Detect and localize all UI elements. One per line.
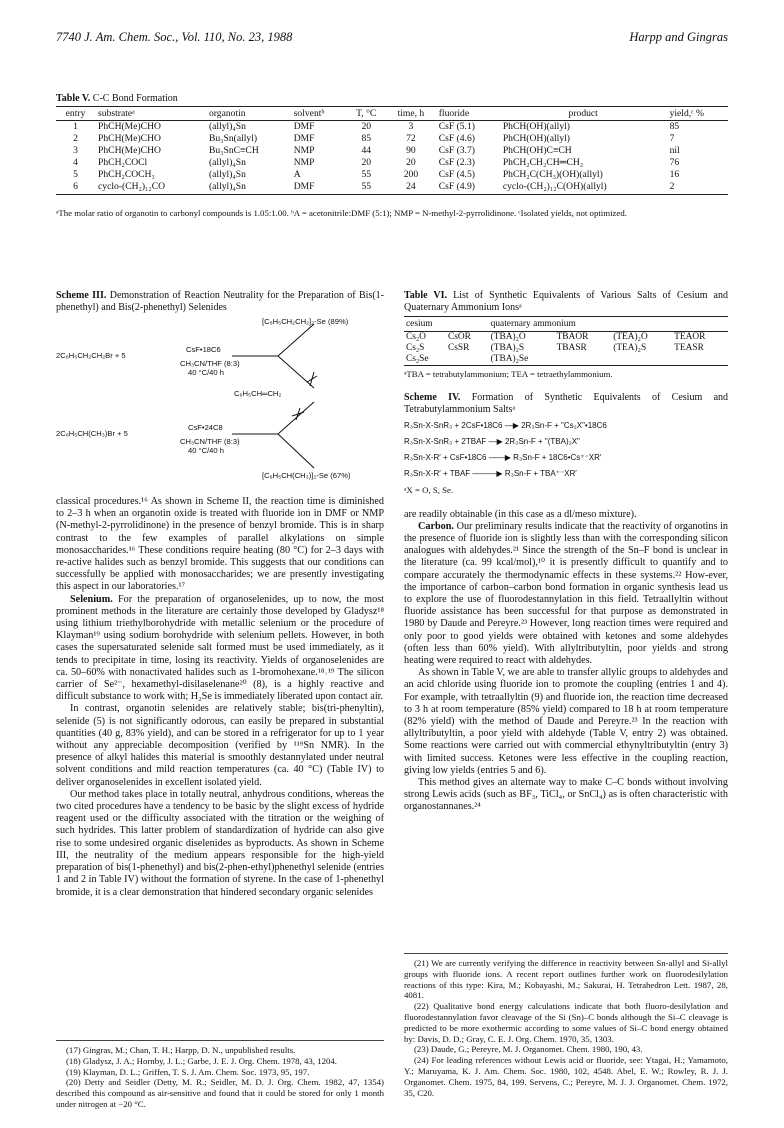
left-footnotes xyxy=(56,1040,384,1110)
table-cell: DMF xyxy=(291,181,347,195)
table-cell: Bu₃Sn(allyl) xyxy=(208,133,258,144)
footnote: (18) Gladysz, J. A.; Hornby, J. L.; Garbe, J. E. J. Org. Chem. 1978, 43, 1204. xyxy=(66,1055,337,1066)
table-cell: TEAOR xyxy=(674,332,706,343)
table-cell: (allyl)₄Sn xyxy=(208,121,246,132)
equation-reactants: R₃Sn-X-R′ + CsF•18C6 xyxy=(404,453,487,463)
table-cell: PhCH(Me)CHO xyxy=(98,121,161,132)
table5-label: Table V. xyxy=(56,93,91,104)
paragraph-text: For the preparation of organoselenides, up to now, the most prominent methods in the literature are certainly those developed by Gladysz¹⁸ using lithium triethylborohydride with metallic selenium or the procedure of Klayman¹⁹ using sodium borohydride with selenium pellets. However, in both cases the supersaturated selenide salt formed must be used immediately, as it tends to precipitate in time, losing its reactivity. Yields of organoselenides are ca. 50–60% with nonactivated halides such as 1-bromohexane.¹⁸˒¹⁹ The silicon carrier of Se²⁻, hexamethyl-disilaselenane²⁰ (8), is a highly reactive and difficult substance to work with; H₂Se is immediately liberated upon contact air. xyxy=(56,593,384,703)
table-cell: CsF (5.1) xyxy=(438,121,475,132)
table-row xyxy=(56,145,728,157)
scheme4-label: Scheme IV. xyxy=(404,392,461,404)
table-cell: TEASR xyxy=(674,343,704,354)
table-row xyxy=(404,332,728,344)
paragraph: Our method takes place in totally neutral, anhydrous conditions, whereas the two cited procedures have a tendency to be basic by the slight excess of hydride reagent used or the difficulty associated with the titration or the weighing of such hydrides. This latter problem of standardization of hydride can also give rise to some undesired organic diselenides as byproducts. As shown in Scheme III, the neutrality of the medium appears responsible for the high-yield preparation of bis(1-phenethyl) and bis(2-phen-ethyl)phenethyl selenide (entries 1 and 2 in Table IV) without the formation of styrene. In the case of 1-phenethyl bromide, it is a clear demonstration that hindered secondary organic selenides xyxy=(56,788,384,898)
paragraph-selenium xyxy=(56,594,384,704)
section-head-carbon: Carbon. xyxy=(418,520,454,532)
table-cell: 72 xyxy=(406,133,416,144)
scheme3-reactant1: 2C₆H₅CH₂CH₂Br + 5 xyxy=(56,351,126,360)
reaction-arrow-icon: —▶ xyxy=(504,421,519,431)
table-cell: 6 xyxy=(56,181,95,195)
table-cell: 76 xyxy=(669,157,680,168)
table-cell: 55 xyxy=(361,169,372,180)
table-cell: 20 xyxy=(361,157,372,168)
scheme3-cond2-solvent: CH₃CN/THF (8:3) xyxy=(180,437,240,446)
table-cell: 44 xyxy=(361,145,372,156)
table-row xyxy=(404,354,728,366)
scheme3-product1: [C₆H₅CH₂CH₂]₂-Se (89%) xyxy=(262,317,349,326)
equation-reactants: R₃Sn-X-SnR₃ + 2CsF•18C6 xyxy=(404,421,503,431)
paragraph: In contrast, organotin selenides are relatively stable; bis(tri-phenyltin), selenide (5) is not significantly odorous, can easily be prepared in substantial quantities (40 g, 83% yield), and can be stored in a refrigerator for up to 1 year without any appreciable decomposition (verified by ¹¹⁹Sn NMR). In the presence of alkyl halides this material is smoothly destannylated under neutral solvent conditions and mild reaction temperatures (ca. 40 °C) (Table IV) to deliver organoselenides in excellent isolated yield. xyxy=(56,703,384,788)
table-cell: 2 xyxy=(667,181,728,195)
scheme4-caption xyxy=(404,392,728,416)
scheme4-title: Formation of Synthetic Equivalents of Cesium and Tetrabutylammonium Saltsᵃ xyxy=(404,392,729,416)
footnote: (22) Qualitative bond energy calculations indicate that both fluoro-desilylation and fluorodestannylation favor cleavage of the Si (Sn)–C bonds although the Si–C cleavage is predicted to be more exothermic according to some values of Si–C bond energy obtained by: Davis, D. D.; Gray, C. E. J. Org. Chem. 1970, 35, 1303. xyxy=(404,1001,728,1044)
table-cell: 55 xyxy=(346,181,386,195)
table6-caption xyxy=(404,290,728,314)
table-cell: Cs₂Se xyxy=(404,354,446,366)
table-cell xyxy=(446,354,489,366)
reaction-arrow-icon: ——▶ xyxy=(488,453,511,463)
table-cell xyxy=(672,354,728,366)
scheme4-equations xyxy=(404,418,728,482)
equation-reactants: R₃Sn-X-SnR₃ + 2TBAF xyxy=(404,437,487,447)
table5-col-substrate: substrateᵃ xyxy=(95,107,206,121)
table-cell: 1 xyxy=(73,121,78,132)
table-cell: 3 xyxy=(408,121,414,132)
table5-col-entry: entry xyxy=(56,107,95,121)
table5-title: C-C Bond Formation xyxy=(92,93,178,104)
footnote: (23) Daude, G.; Pereyre, M. J. Organomet. Chem. 1980, 190, 43. xyxy=(414,1044,643,1055)
table5-col-temp: T, °C xyxy=(346,107,386,121)
paragraph: classical procedures.¹⁶ As shown in Scheme II, the reaction time is diminished to 2–3 h when an organotin oxide is treated with fluoride ion in DMF or NMP (N-methyl-2-pyrrolidinone) in the presence of benzyl bromide. This is in sharp contrast to the few examples of parallel alkylations on simple monosaccharides.¹⁶ These conditions require heating (80 °C) for 2–3 days with re-active halides such as benzyl bromide. This suggests that our conditions can successfully be applied with monosaccharides; we are presently investigating this aspect in our laboratories.¹⁷ xyxy=(56,496,384,593)
table-cell: (TBA)₂Se xyxy=(489,354,555,366)
table-cell: NMP xyxy=(293,157,315,168)
scheme3-caption xyxy=(56,290,384,314)
scheme3-title: Demonstration of Reaction Neutrality for the Preparation of Bis(1-phenethyl) and Bis(2-phenethyl) Selenides xyxy=(56,290,384,313)
right-column xyxy=(404,290,728,814)
table5-caption xyxy=(56,93,178,104)
table-cell: NMP xyxy=(293,145,315,156)
left-column xyxy=(56,290,384,899)
table-cell: 5 xyxy=(73,169,78,180)
scheme3-cond1-solvent: CH₃CN/THF (8:3) xyxy=(180,359,240,368)
table-row xyxy=(404,343,728,354)
table-cell: 85 xyxy=(669,121,680,132)
table-cell: 3 xyxy=(73,145,78,156)
table5-col-product: product xyxy=(500,107,667,121)
table5-col-fluoride: fluoride xyxy=(436,107,500,121)
table5-col-yield: yield,ᶜ % xyxy=(667,107,728,121)
table-cell: 4 xyxy=(73,157,78,168)
table-cell: (allyl)₄Sn xyxy=(208,157,246,168)
table-cell: PhCH(OH)(allyl) xyxy=(502,133,570,144)
table-row xyxy=(56,121,728,134)
table-cell: nil xyxy=(669,145,680,156)
footnote: (21) We are currently verifying the difference in reactivity between Sn-allyl and Si-allyl groups with fluoride ions. A recent report outlines further work on fluorodesilylation reactions of this type: Kira, M.; Kobayashi, M.; Sakurai, H. Tetrahedron Lett. 1987, 28, 4081. xyxy=(404,958,728,1001)
table6 xyxy=(404,316,728,366)
right-footnotes xyxy=(404,953,728,1098)
table5 xyxy=(56,106,728,195)
table-cell: (TBA)₂O xyxy=(490,332,526,343)
scheme3-reactant2: 2C₆H₅CH(CH₃)Br + 5 xyxy=(56,429,128,438)
table-cell: PhCH(OH)C≡CH xyxy=(502,145,572,156)
paragraph-carbon xyxy=(404,521,728,667)
footnote: (20) Detty and Seidler (Detty, M. R.; Seidler, M. D. J. Org. Chem. 1982, 47, 1354) described this compound as air-sensitive and found that it could be stored for only 1 month under nitrogen at −20 °C. xyxy=(56,1077,384,1109)
equation-products: 2R₃Sn-F + "(TBA)₂X" xyxy=(504,437,580,447)
footnote: (19) Klayman, D. L.; Griffen, T. S. J. Am. Chem. Soc. 1973, 95, 197. xyxy=(66,1066,310,1077)
table6-col-quat: quaternary ammonium xyxy=(489,317,728,332)
scheme3-label: Scheme III. xyxy=(56,290,107,301)
paragraph-text: Our preliminary results indicate that the reactivity of organotins in the presence of fluoride ion is slightly less than with the corresponding silicon analogues with aldehydes.²¹ Since the strength of the Sn–F bond is unclear in the literature (ca. 99 kcal/mol),¹⁰ it is presently difficult to quantify and to compare accurately the thermodynamic effects in these systems.²² How-ever, the importance of carbon–carbon bond formation in organic synthesis lead us to explore the use of fluorodestannylation in this field. Tetraallyltin without fluoride assistance has been successful for that purpose as demonstrated in 1980 by Daude and Pereyre.²³ However, long reaction times were required and only poor to good yields were obtained with ketones and some aldehydes (often less than 60% yield). With allyltributyltin, poor yields and strong heating were required to react with aldehydes. xyxy=(404,520,728,667)
table-cell: (allyl)₄Sn xyxy=(206,181,291,195)
table-cell: CsF (4.6) xyxy=(438,133,475,144)
table-cell: A xyxy=(293,169,301,180)
equation-products: R₃Sn-F + TBA⁺⁻XR′ xyxy=(504,469,577,479)
scheme3-diagram xyxy=(56,317,384,496)
section-head-selenium: Selenium. xyxy=(70,593,113,605)
table-cell: PhCH(Me)CHO xyxy=(98,133,161,144)
scheme3-cond1-reagent: CsF•18C6 xyxy=(186,345,221,354)
scheme4-equation xyxy=(404,450,728,466)
table-cell: PhCH(Me)CHO xyxy=(98,145,161,156)
scheme3-side-product: C₆H₅CH═CH₂ xyxy=(234,389,282,398)
table-cell: CsF (4.9) xyxy=(436,181,500,195)
table6-title: List of Synthetic Equivalents of Various Salts of Cesium and Quaternary Ammonium Ionsᵃ xyxy=(404,290,728,313)
table5-footnote: ᵃThe molar ratio of organotin to carbonyl compounds is 1.05:1.00. ᵇA = acetonitrile:DMF (5:1); NMP = N-methyl-2-pyrrolidinone. ᶜIsolated yields, not optimized. xyxy=(56,208,627,218)
paragraph: This method gives an alternate way to make C–C bonds without involving strong Lewis acids (such as BF₃, TiCl₄, or SnCl₄) as is often characteristic with organostannanes.²⁴ xyxy=(404,777,728,813)
table-cell: 24 xyxy=(386,181,436,195)
table-cell: 20 xyxy=(361,121,372,132)
table-cell: Cs₂S xyxy=(406,343,425,354)
table-cell: 7 xyxy=(669,133,675,144)
table-cell: PhCH₂C(CH₃)(OH)(allyl) xyxy=(502,169,603,180)
table-cell: CsSR xyxy=(448,343,470,354)
table-cell: TBASR xyxy=(556,343,587,354)
table5-header-row xyxy=(56,107,728,121)
table5-col-time: time, h xyxy=(386,107,436,121)
table6-header-row xyxy=(404,317,728,332)
table-cell: Cs₂O xyxy=(406,332,426,343)
table-cell: (TEA)₂O xyxy=(613,332,648,343)
footnote: (17) Gingras, M.; Chan, T. H.; Harpp, D. N., unpublished results. xyxy=(66,1045,296,1055)
table-cell: cyclo-(CH₂)₁₂C(OH)(allyl) xyxy=(500,181,667,195)
journal-citation: 7740 J. Am. Chem. Soc., Vol. 110, No. 23, 1988 xyxy=(56,30,293,44)
table-cell: 200 xyxy=(403,169,419,180)
table-cell: PhCH₂COCl xyxy=(98,157,148,168)
table6-label: Table VI. xyxy=(404,290,448,301)
scheme4-equation xyxy=(404,418,728,434)
table-row xyxy=(56,169,728,181)
scheme4-footnote: ᵃX = O, S, Se. xyxy=(404,485,454,496)
table-row xyxy=(56,181,728,195)
table-cell: Bu₃SnC≡CH xyxy=(208,145,259,156)
table-cell: (allyl)₄Sn xyxy=(208,169,246,180)
scheme3-cond2-reagent: CsF•24C8 xyxy=(188,423,223,432)
table-row xyxy=(56,133,728,145)
table5-col-solvent: solventᵇ xyxy=(291,107,347,121)
equation-reactants: R₃Sn-X-R′ + TBAF xyxy=(404,469,471,479)
table-cell: CsF (2.3) xyxy=(438,157,475,168)
table-cell: DMF xyxy=(293,121,315,132)
table-cell: 2 xyxy=(73,133,78,144)
table-row xyxy=(56,157,728,169)
equation-products: R₃Sn-F + 18C6•Cs⁺⁻XR′ xyxy=(513,453,602,463)
scheme4-equation xyxy=(404,466,728,482)
table-cell: CsF (4.5) xyxy=(438,169,475,180)
table-cell: 85 xyxy=(361,133,372,144)
table-cell: CsF (3.7) xyxy=(438,145,475,156)
running-header xyxy=(56,30,728,48)
reaction-arrow-icon: ———▶ xyxy=(472,469,503,479)
scheme3-cond2-temp: 40 °C/40 h xyxy=(188,446,224,455)
table-cell: TBAOR xyxy=(556,332,589,343)
table-cell: (TBA)₂S xyxy=(490,343,525,354)
scheme3-cond1-temp: 40 °C/40 h xyxy=(188,368,224,377)
table-cell xyxy=(611,354,672,366)
scheme3-product2: [C₆H₅CH(CH₃)]₂-Se (67%) xyxy=(262,471,351,480)
paragraph: are readily obtainable (in this case as a dl/meso mixture). xyxy=(404,508,637,520)
table-cell: PhCH(OH)(allyl) xyxy=(502,121,570,132)
table-cell: CsOR xyxy=(448,332,471,343)
table-cell: 90 xyxy=(406,145,416,156)
table-cell: PhCH₂CH₂CH═CH₂ xyxy=(502,157,584,168)
article-authors: Harpp and Gingras xyxy=(629,30,728,44)
table-cell xyxy=(555,354,612,366)
table-cell: (TEA)₂S xyxy=(613,343,647,354)
table5-col-organotin: organotin xyxy=(206,107,291,121)
equation-products: 2R₃Sn-F + "Cs₂X"•18C6 xyxy=(521,421,607,431)
table-cell: 16 xyxy=(669,169,680,180)
paragraph: As shown in Table V, we are able to transfer allylic groups to aldehydes and an acid chloride using fluoride ion to promote the coupling (entries 1 and 4). For example, with tetraallyltin (9) and fluoride ion, the reaction time decreased to 3 h at room temperature (85% yield) compared to 18 h at room temperature (82% yield) with the method of Daude and Pereyre.²³ In the reaction with allyltributyltin, a poor yield with aldehyde (Table V, entry 2) was obtained. Some reactions were carried out with commercial ethynyltributyltin (entry 3) with limited success. Ketones were less effective in the coupling reaction, giving low yields (entries 5 and 6). xyxy=(404,667,728,776)
table-cell: PhCH₂COCH₃ xyxy=(98,169,155,180)
footnote: (24) For leading references without Lewis acid or fluoride, see: Ytagai, H.; Yamamoto, Y.; Maruyama, K. J. Am. Chem. Soc. 1980, 102, 4548. Abel, E. W.; Rowley, R. J. J. Organomet. Chem. 1975, 84, 199. Servens, C.; Pereyre, M. J. J. Organomet. Chem. 1972, 35, C20. xyxy=(404,1055,728,1098)
table6-col-cesium: cesium xyxy=(404,317,489,332)
table6-footnote: ᵃTBA = tetrabutylammonium; TEA = tetraethylammonium. xyxy=(404,369,613,380)
reaction-arrow-icon: —▶ xyxy=(488,437,503,447)
table-cell: DMF xyxy=(293,133,315,144)
table-cell: 20 xyxy=(406,157,416,168)
table-cell: cyclo-(CH₂)₁₂CO xyxy=(95,181,206,195)
scheme4-equation xyxy=(404,434,728,450)
